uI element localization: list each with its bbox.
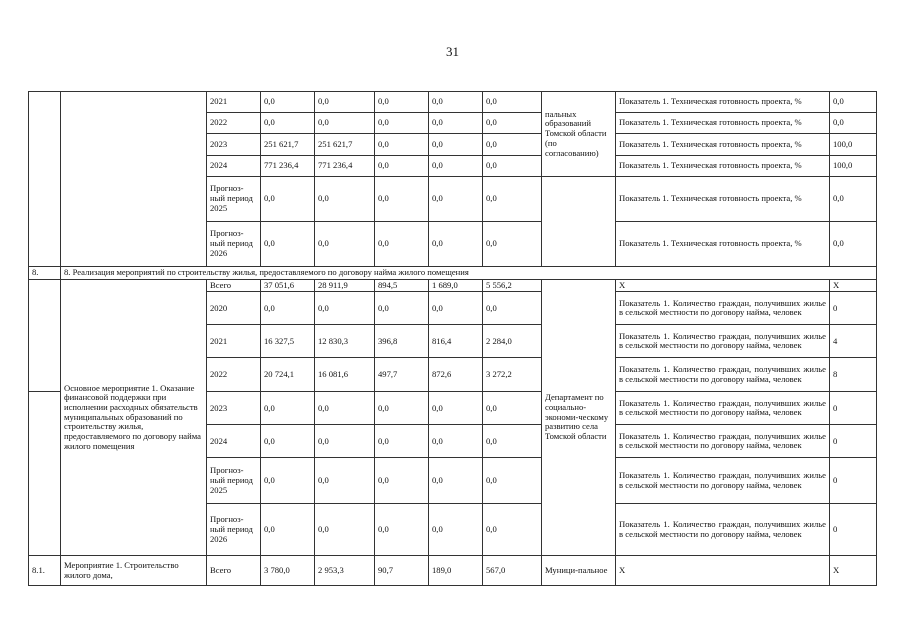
amount-cell: 20 724,1 [261, 358, 315, 392]
amount-cell: 872,6 [429, 358, 483, 392]
indicator-value-cell: 100,0 [830, 134, 877, 156]
indicator-value-cell: 100,0 [830, 156, 877, 177]
amount-cell: 0,0 [483, 458, 542, 504]
amount-cell: 0,0 [315, 392, 375, 425]
amount-cell: 0,0 [483, 113, 542, 134]
amount-cell: 0,0 [429, 425, 483, 458]
amount-cell: 1 689,0 [429, 279, 483, 292]
amount-cell: 0,0 [483, 292, 542, 325]
indicator-cell: Показатель 1. Количество граждан, получивших жилье в сельской местности по договору найма, человек [616, 504, 830, 556]
amount-cell: 497,7 [375, 358, 429, 392]
num-cell: 8.1. [29, 556, 61, 586]
amount-cell: 0,0 [429, 222, 483, 267]
program-table [28, 91, 877, 586]
num-cell [29, 92, 61, 267]
amount-cell: 5 556,2 [483, 279, 542, 292]
indicator-value-cell: 0 [830, 292, 877, 325]
indicator-value-cell: 8 [830, 358, 877, 392]
amount-cell: 0,0 [375, 113, 429, 134]
amount-cell: 0,0 [429, 392, 483, 425]
amount-cell: 16 327,5 [261, 325, 315, 358]
indicator-value-cell: 0 [830, 392, 877, 425]
table-row [29, 92, 877, 113]
year-cell: Прогноз-ный период 2025 [207, 177, 261, 222]
amount-cell: 0,0 [261, 92, 315, 113]
amount-cell: 16 081,6 [315, 358, 375, 392]
indicator-value-cell: 0,0 [830, 222, 877, 267]
year-cell: 2021 [207, 325, 261, 358]
indicator-cell: Показатель 1. Техническая готовность проекта, % [616, 92, 830, 113]
indicator-cell: Показатель 1. Количество граждан, получивших жилье в сельской местности по договору найма, человек [616, 392, 830, 425]
amount-cell: 0,0 [429, 458, 483, 504]
indicator-cell: Показатель 1. Техническая готовность проекта, % [616, 222, 830, 267]
table-row [29, 267, 877, 280]
year-cell: Прогноз-ный период 2026 [207, 504, 261, 556]
year-cell: 2020 [207, 292, 261, 325]
indicator-cell: Показатель 1. Техническая готовность проекта, % [616, 156, 830, 177]
amount-cell: 2 953,3 [315, 556, 375, 586]
amount-cell: 0,0 [261, 392, 315, 425]
amount-cell: 0,0 [261, 425, 315, 458]
amount-cell: 0,0 [429, 177, 483, 222]
amount-cell: 2 284,0 [483, 325, 542, 358]
executor-cell: пальных образований Томской области (по согласованию) [542, 92, 616, 177]
amount-cell: 0,0 [375, 92, 429, 113]
indicator-value-cell: 4 [830, 325, 877, 358]
amount-cell: 0,0 [315, 92, 375, 113]
amount-cell: 0,0 [375, 177, 429, 222]
indicator-value-cell: 0,0 [830, 177, 877, 222]
indicator-cell: Показатель 1. Техническая готовность проекта, % [616, 177, 830, 222]
amount-cell: 0,0 [483, 425, 542, 458]
table-row [29, 556, 877, 586]
amount-cell: 0,0 [429, 113, 483, 134]
amount-cell: 0,0 [483, 134, 542, 156]
indicator-value-cell: 0 [830, 504, 877, 556]
amount-cell: 90,7 [375, 556, 429, 586]
page-number: 31 [446, 44, 459, 59]
amount-cell: 0,0 [429, 92, 483, 113]
amount-cell: 28 911,9 [315, 279, 375, 292]
amount-cell: 37 051,6 [261, 279, 315, 292]
amount-cell: 0,0 [261, 113, 315, 134]
year-cell: 2022 [207, 358, 261, 392]
amount-cell: 0,0 [429, 504, 483, 556]
indicator-value-cell: 0 [830, 458, 877, 504]
amount-cell: 3 780,0 [261, 556, 315, 586]
amount-cell: 0,0 [315, 458, 375, 504]
indicator-value-cell: 0,0 [830, 113, 877, 134]
year-cell: Всего [207, 279, 261, 292]
amount-cell: 0,0 [429, 292, 483, 325]
num-cell [29, 392, 61, 556]
indicator-cell: Показатель 1. Количество граждан, получивших жилье в сельской местности по договору найма, человек [616, 358, 830, 392]
indicator-cell: Показатель 1. Количество граждан, получивших жилье в сельской местности по договору найма, человек [616, 458, 830, 504]
indicator-cell: Показатель 1. Техническая готовность проекта, % [616, 134, 830, 156]
amount-cell: 0,0 [483, 392, 542, 425]
indicator-value-cell: 0 [830, 425, 877, 458]
indicator-cell: Показатель 1. Количество граждан, получивших жилье в сельской местности по договору найма, человек [616, 325, 830, 358]
amount-cell: 0,0 [315, 292, 375, 325]
section-number: 8. [29, 267, 61, 280]
amount-cell: 0,0 [375, 425, 429, 458]
indicator-cell: X [616, 556, 830, 586]
amount-cell: 0,0 [429, 134, 483, 156]
amount-cell: 567,0 [483, 556, 542, 586]
amount-cell: 0,0 [315, 222, 375, 267]
executor-cell [542, 177, 616, 267]
amount-cell: 771 236,4 [315, 156, 375, 177]
amount-cell: 0,0 [483, 222, 542, 267]
amount-cell: 0,0 [261, 504, 315, 556]
year-cell: Прогноз-ный период 2026 [207, 222, 261, 267]
amount-cell: 189,0 [429, 556, 483, 586]
amount-cell: 894,5 [375, 279, 429, 292]
num-cell [29, 279, 61, 392]
amount-cell: 0,0 [483, 177, 542, 222]
amount-cell: 0,0 [261, 458, 315, 504]
indicator-cell: Показатель 1. Количество граждан, получивших жилье в сельской местности по договору найма, человек [616, 425, 830, 458]
amount-cell: 0,0 [429, 156, 483, 177]
amount-cell: 0,0 [375, 134, 429, 156]
indicator-cell: Показатель 1. Техническая готовность проекта, % [616, 113, 830, 134]
year-cell: 2023 [207, 134, 261, 156]
indicator-value-cell: X [830, 279, 877, 292]
amount-cell: 0,0 [375, 504, 429, 556]
amount-cell: 3 272,2 [483, 358, 542, 392]
indicator-value-cell: 0,0 [830, 92, 877, 113]
year-cell: 2022 [207, 113, 261, 134]
amount-cell: 0,0 [315, 177, 375, 222]
amount-cell: 816,4 [429, 325, 483, 358]
indicator-cell: Показатель 1. Количество граждан, получивших жилье в сельской местности по договору найма, человек [616, 292, 830, 325]
amount-cell: 0,0 [483, 504, 542, 556]
amount-cell: 0,0 [483, 92, 542, 113]
amount-cell: 0,0 [315, 425, 375, 458]
table-row [29, 279, 877, 292]
year-cell: Всего [207, 556, 261, 586]
amount-cell: 0,0 [315, 113, 375, 134]
executor-cell: Муници-пальное [542, 556, 616, 586]
year-cell: 2023 [207, 392, 261, 425]
executor-cell: Департамент по социально-экономи-ческому развитию села Томской области [542, 279, 616, 556]
indicator-value-cell: X [830, 556, 877, 586]
section-title: 8. Реализация мероприятий по строительству жилья, предоставляемого по договору найма жилого помещения [61, 267, 877, 280]
amount-cell: 0,0 [375, 392, 429, 425]
amount-cell: 0,0 [261, 222, 315, 267]
year-cell: 2024 [207, 156, 261, 177]
amount-cell: 0,0 [375, 292, 429, 325]
amount-cell: 0,0 [375, 458, 429, 504]
year-cell: 2024 [207, 425, 261, 458]
measure-name-cell: Мероприятие 1. Строительство жилого дома, [61, 556, 207, 586]
indicator-cell: X [616, 279, 830, 292]
amount-cell: 251 621,7 [315, 134, 375, 156]
amount-cell: 771 236,4 [261, 156, 315, 177]
measure-name-cell [61, 92, 207, 267]
amount-cell: 0,0 [375, 156, 429, 177]
amount-cell: 396,8 [375, 325, 429, 358]
year-cell: Прогноз-ный период 2025 [207, 458, 261, 504]
measure-name-cell: Основное мероприятие 1. Оказание финансовой поддержки при исполнении расходных обязательств муниципальных образований по строительству жилья, предоставляемого по договору найма жилого помещения [61, 279, 207, 556]
amount-cell: 0,0 [375, 222, 429, 267]
amount-cell: 251 621,7 [261, 134, 315, 156]
year-cell: 2021 [207, 92, 261, 113]
amount-cell: 0,0 [261, 292, 315, 325]
amount-cell: 0,0 [261, 177, 315, 222]
amount-cell: 0,0 [315, 504, 375, 556]
amount-cell: 0,0 [483, 156, 542, 177]
amount-cell: 12 830,3 [315, 325, 375, 358]
